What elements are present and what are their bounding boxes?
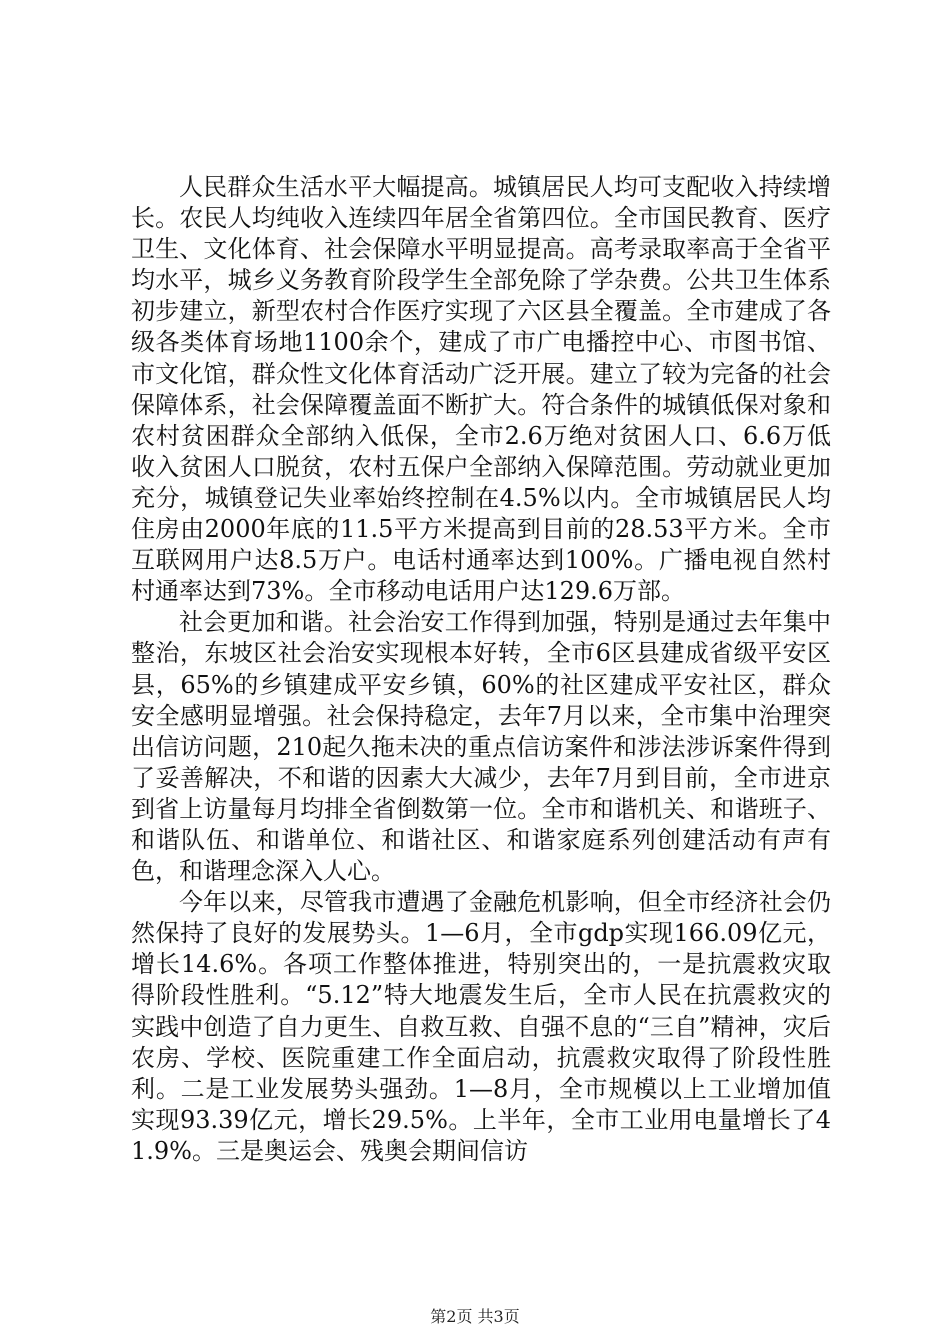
- page-footer: 第2页 共3页: [430, 1307, 520, 1326]
- paragraph-living-standards: 人民群众生活水平大幅提高。城镇居民人均可支配收入持续增长。农民人均纯收入连续四年居全省第四位。全市国民教育、医疗卫生、文化体育、社会保障水平明显提高。高考录取率高于全省平均水平，城乡义务教育阶段学生全部免除了学杂费。公共卫生体系初步建立，新型农村合作医疗实现了六区县全覆盖。全市建成了各级各类体育场地1100余个，建成了市广电播控中心、市图书馆、市文化馆，群众性文化体育活动广泛开展。建立了较为完备的社会保障体系，社会保障覆盖面不断扩大。符合条件的城镇低保对象和农村贫困群众全部纳入低保，全市2.6万绝对贫困人口、6.6万低收入贫困人口脱贫，农村五保户全部纳入保障范围。劳动就业更加充分，城镇登记失业率始终控制在4.5%以内。全市城镇居民人均住房由2000年底的11.5平方米提高到目前的28.53平方米。全市互联网用户达8.5万户。电话村通率达到100%。广播电视自然村村通率达到73%。全市移动电话用户达129.6万部。: [131, 173, 831, 606]
- paragraph-this-year: 今年以来，尽管我市遭遇了金融危机影响，但全市经济社会仍然保持了良好的发展势头。1—6月，全市gdp实现166.09亿元，增长14.6%。各项工作整体推进，特别突出的，一是抗震救灾取得阶段性胜利。“5.12”特大地震发生后，全市人民在抗震救灾的实践中创造了自力更生、自救互救、自强不息的“三自”精神，灾后农房、学校、医院重建工作全面启动，抗震救灾取得了阶段性胜利。二是工业发展势头强劲。1—8月，全市规模以上工业增加值实现93.39亿元，增长29.5%。上半年，全市工业用电量增长了41.9%。三是奥运会、残奥会期间信访: [131, 888, 831, 1165]
- document-body: [131, 172, 831, 1167]
- paragraph-social-harmony: 社会更加和谐。社会治安工作得到加强，特别是通过去年集中整治，东坡区社会治安实现根本好转，全市6区县建成省级平安区县，65%的乡镇建成平安乡镇，60%的社区建成平安社区，群众安全感明显增强。社会保持稳定，去年7月以来，全市集中治理突出信访问题，210起久拖未决的重点信访案件和涉法涉诉案件得到了妥善解决，不和谐的因素大大减少，去年7月到目前，全市进京到省上访量每月均排全省倒数第一位。全市和谐机关、和谐班子、和谐队伍、和谐单位、和谐社区、和谐家庭系列创建活动有声有色，和谐理念深入人心。: [131, 608, 831, 886]
